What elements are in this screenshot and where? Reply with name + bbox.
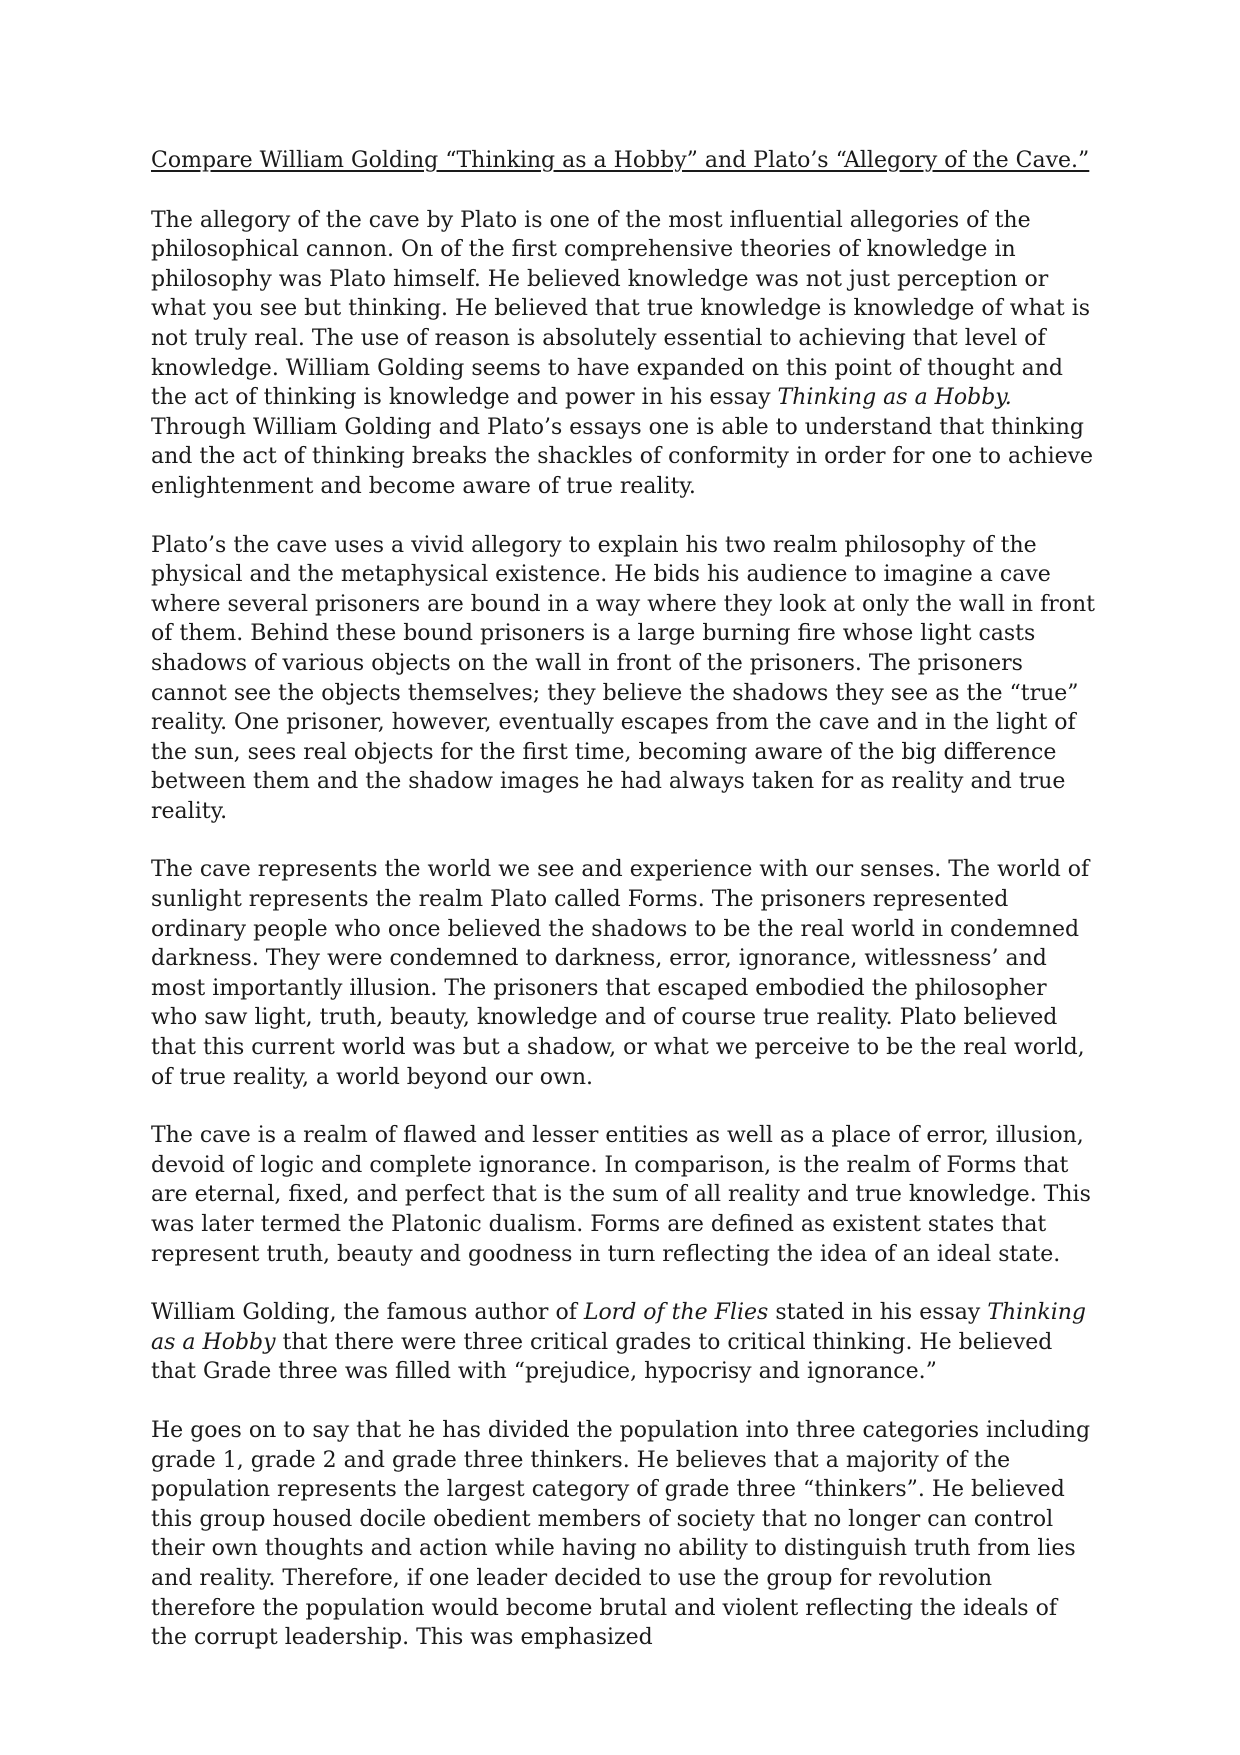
paragraph-text: The cave is a realm of flawed and lesser entities as well as a place of error, illusion, devoid of logic and complete ignorance. In comparison, is the realm of Forms that are eternal, fixed, and perfect that is the sum of all reality and true knowledge. This was later termed the Platonic dualism. Forms are defined as existent states that represent truth, beauty and goodness in turn reflecting the idea of an ideal state. — [151, 1123, 1091, 1267]
italic-essay-title: Thinking as a Hobby — [151, 1300, 1087, 1355]
paragraph-2 — [151, 531, 1096, 827]
document-body — [151, 146, 1096, 1682]
paragraph-text: that there were three critical grades to critical thinking. He believed that Grade three was filled with “prejudice, hypocrisy and ignorance.” — [151, 1329, 1053, 1385]
paragraph-1 — [151, 206, 1096, 502]
paragraph-6 — [151, 1416, 1096, 1653]
paragraph-3 — [151, 855, 1096, 1092]
paragraph-text: He goes on to say that he has divided the population into three categories including grade 1, grade 2 and grade three thinkers. He believes that a majority of the population represents the largest category of grade three “thinkers”. He believed this group housed docile obedient members of society that no longer can control their own thoughts and action while having no ability to distinguish truth from lies and reality. Therefore, if one leader decided to use the group for revolution therefore the population would become brutal and violent reflecting the ideals of the corrupt leadership. This was emphasized — [151, 1417, 1091, 1651]
paragraph-text: Plato’s the cave uses a vivid allegory to explain his two realm philosophy of the physical and the metaphysical existence. He bids his audience to imagine a cave where several prisoners are bound in a way where they look at only the wall in front of them. Behind these bound prisoners is a large burning fire whose light casts shadows of various objects on the wall in front of the prisoners. The prisoners cannot see the objects themselves; they believe the shadows they see as the “true” reality. One prisoner, however, eventually escapes from the cave and in the light of the sun, sees real objects for the first time, becoming aware of the big difference between them and the shadow images he had always taken for as reality and true reality. — [151, 532, 1096, 824]
paragraph-4 — [151, 1121, 1096, 1269]
italic-essay-title: Thinking as a Hobby. — [777, 385, 1012, 411]
paragraph-5 — [151, 1298, 1096, 1387]
paragraph-text: William Golding, the famous author of — [151, 1300, 584, 1326]
paragraph-text: The cave represents the world we see and experience with our senses. The world of sunlight represents the realm Plato called Forms. The prisoners represented ordinary people who once believed the shadows to be the real world in condemned darkness. They were condemned to darkness, error, ignorance, witlessness’ and most importantly illusion. The prisoners that escaped embodied the philosopher who saw light, truth, beauty, knowledge and of course true reality. Plato believed that this current world was but a shadow, or what we perceive to be the real world, of true reality, a world beyond our own. — [151, 857, 1090, 1090]
paragraph-text: Through William Golding and Plato’s essays one is able to understand that thinking and the act of thinking breaks the shackles of conformity in order for one to achieve enlightenment and become aware of true reality. — [151, 414, 1094, 499]
essay-title: Compare William Golding “Thinking as a Hobby” and Plato’s “Allegory of the Cave.” — [151, 148, 1090, 173]
paragraph-text: stated in his essay — [768, 1300, 988, 1326]
paragraph-text: The allegory of the cave by Plato is one of the most influential allegories of the philosophical cannon. On of the first comprehensive theories of knowledge in philosophy was Plato himself. He believed knowledge was not just perception or what you see but thinking. He believed that true knowledge is knowledge of what is not truly real. The use of reason is absolutely essential to achieving that level of knowledge. William Golding seems to have expanded on this point of thought and the act of thinking is knowledge and power in his essay — [151, 207, 1091, 411]
italic-book-title: Lord of the Flies — [583, 1300, 769, 1326]
